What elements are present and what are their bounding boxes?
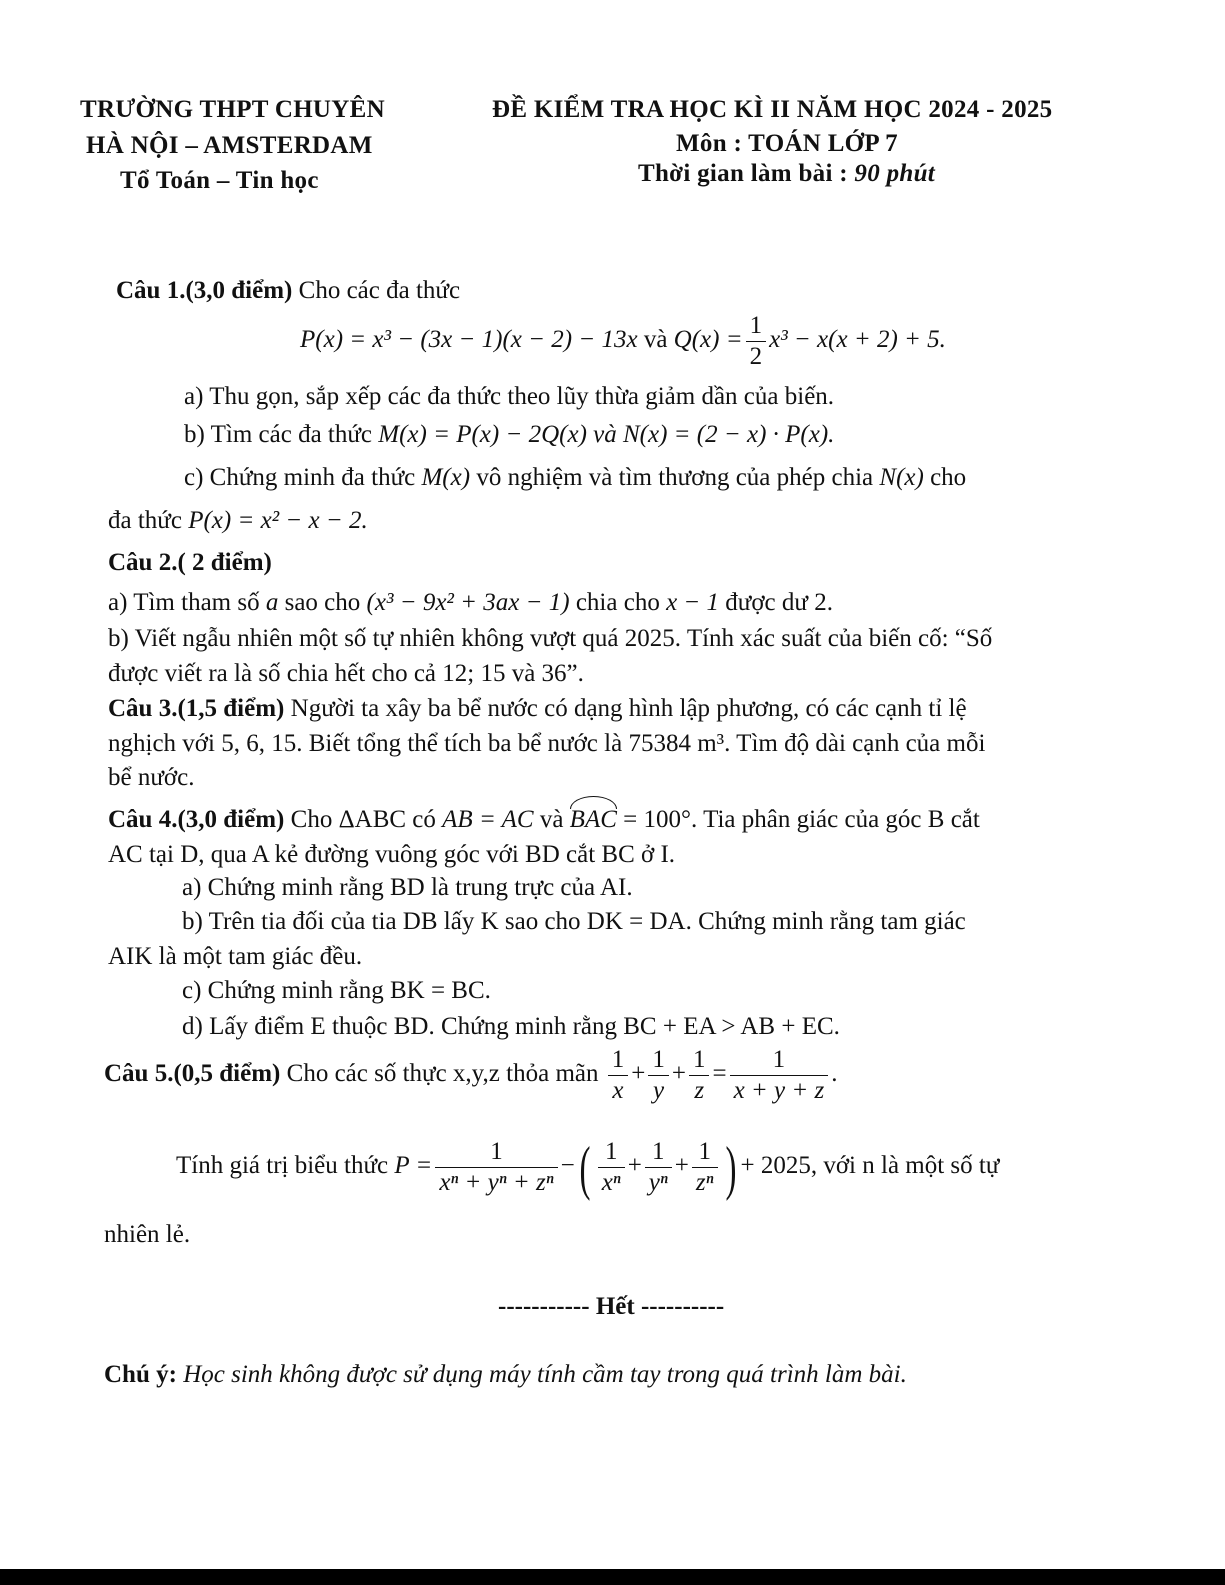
frac-1-xn: $\frac{1}{\text{xⁿ}}$ xyxy=(598,1138,625,1197)
poly-q-fraction: $\frac{1}{2}$ xyxy=(746,312,767,371)
q5-last-line: nhiên lẻ. xyxy=(104,1221,191,1248)
q4-part-a: a) Chứng minh rằng BD là trung trực của AI. xyxy=(182,874,633,901)
end-marker: ----------- Hết ---------- xyxy=(498,1293,725,1320)
frac-1-z: $\frac{1}{z}$ xyxy=(689,1046,710,1105)
frac-1-yn: $\frac{1}{\text{yⁿ}}$ xyxy=(645,1138,672,1197)
frac-1-x: $\frac{1}{x}$ xyxy=(608,1046,629,1105)
q1-polynomials xyxy=(300,312,946,371)
q3-line3: bể nước. xyxy=(108,764,195,791)
poly-and: và xyxy=(643,326,668,354)
time-label: Thời gian làm bài : xyxy=(638,160,855,187)
q1-intro xyxy=(116,276,460,306)
poly-p: P(x) = x³ − (3x − 1)(x − 2) − 13x xyxy=(300,326,638,354)
frac-1-xyz: $\frac{1}{x + y + z}$ xyxy=(730,1046,829,1105)
q2-part-b-line2: được viết ra là số chia hết cho cả 12; 15 và 36”. xyxy=(108,660,584,687)
q2-part-b-line1: b) Viết ngẫu nhiên một số tự nhiên không vượt quá 2025. Tính xác suất của biến cố: “Số xyxy=(108,625,993,652)
q2-label: Câu 2.( 2 điểm) xyxy=(108,549,272,576)
q1-part-b-formula: M(x) = P(x) − 2Q(x) và N(x) = (2 − x) · P(x). xyxy=(378,421,835,448)
frac-1-zn: $\frac{1}{\text{zⁿ}}$ xyxy=(692,1138,718,1197)
q5-label: Câu 5.(0,5 điểm) xyxy=(104,1060,281,1088)
q1-part-c: c) Chứng minh đa thức M(x) vô nghiệm và tìm thương của phép chia N(x) cho xyxy=(184,464,967,491)
q3-label: Câu 3.(1,5 điểm) xyxy=(108,695,285,722)
q4-line1: Câu 4.(3,0 điểm) Cho ΔABC có AB = AC và BAC = 100°. Tia phân giác của góc B cắt xyxy=(108,806,980,833)
q4-part-b-line1: b) Trên tia đối của tia DB lấy K sao cho DK = DA. Chứng minh rằng tam giác xyxy=(182,908,966,935)
q4-part-d: d) Lấy điểm E thuộc BD. Chứng minh rằng BC + EA > AB + EC. xyxy=(182,1013,840,1040)
q3-line1: Câu 3.(1,5 điểm) Người ta xây ba bể nước có dạng hình lập phương, có các cạnh tỉ lệ xyxy=(108,695,967,722)
right-paren: ) xyxy=(724,1134,736,1201)
q1-part-b: b) Tìm các đa thức M(x) = P(x) − 2Q(x) và N(x) = (2 − x) · P(x). xyxy=(184,421,835,448)
note xyxy=(104,1360,907,1390)
q5-expression: Tính giá trị biểu thức P = $\frac{1}{\text{xⁿ + yⁿ + zⁿ}}$ −( $\frac{1}{\text{xⁿ}}$ + $\frac{1}{\text{yⁿ}}$ + $\frac{1}{\text{zⁿ}}$ ) + 2025, với n là một số tự xyxy=(176,1134,1000,1201)
frac-p-main: $\frac{1}{\text{xⁿ + yⁿ + zⁿ}}$ xyxy=(435,1138,557,1197)
q1-intro-text: Cho các đa thức xyxy=(298,277,461,304)
school-name-line2: HÀ NỘI – AMSTERDAM xyxy=(86,132,373,159)
q5-line1: Câu 5.(0,5 điểm) Cho các số thực x,y,z thỏa mãn $\frac{1}{x}$ + $\frac{1}{y}$ + $\frac{1}{z}$ = $\frac{1}{x + y + z}$ . xyxy=(104,1046,838,1104)
q1-part-a: a) Thu gọn, sắp xếp các đa thức theo lũy thừa giảm dần của biến. xyxy=(184,383,835,410)
q1-label: Câu 1.(3,0 điểm) xyxy=(116,277,293,304)
exam-title: ĐỀ KIỂM TRA HỌC KÌ II NĂM HỌC 2024 - 2025 xyxy=(492,96,1053,123)
subject: Môn : TOÁN LỚP 7 xyxy=(676,130,898,157)
time-value: 90 phút xyxy=(854,160,936,187)
poly-q-left: Q(x) = xyxy=(673,326,743,354)
angle-bac: BAC xyxy=(569,806,617,833)
scan-bottom-border xyxy=(0,1569,1225,1585)
q4-part-c: c) Chứng minh rằng BK = BC. xyxy=(182,977,491,1004)
q2-part-a: a) Tìm tham số a sao cho (x³ − 9x² + 3ax − 1) chia cho x − 1 được dư 2. xyxy=(108,589,833,616)
left-paren: ( xyxy=(579,1134,591,1201)
q1-part-c-line2: đa thức P(x) = x² − x − 2. xyxy=(108,507,368,534)
school-name-line1: TRƯỜNG THPT CHUYÊN xyxy=(80,96,385,123)
q4-line2: AC tại D, qua A kẻ đường vuông góc với BD cắt BC ở I. xyxy=(108,841,676,868)
note-label: Chú ý: xyxy=(104,1361,177,1388)
time-allowed xyxy=(638,160,935,188)
frac-1-y: $\frac{1}{y}$ xyxy=(648,1046,669,1105)
q4-label: Câu 4.(3,0 điểm) xyxy=(108,806,285,833)
q4-part-b-line2: AIK là một tam giác đều. xyxy=(108,943,363,970)
poly-q-right: x³ − x(x + 2) + 5. xyxy=(769,326,946,354)
note-text: Học sinh không được sử dụng máy tính cầm tay trong quá trình làm bài. xyxy=(183,1361,907,1388)
department: Tổ Toán – Tin học xyxy=(120,167,319,194)
q3-line2: nghịch với 5, 6, 15. Biết tổng thể tích ba bể nước là 75384 m³. Tìm độ dài cạnh của mỗi xyxy=(108,730,986,757)
